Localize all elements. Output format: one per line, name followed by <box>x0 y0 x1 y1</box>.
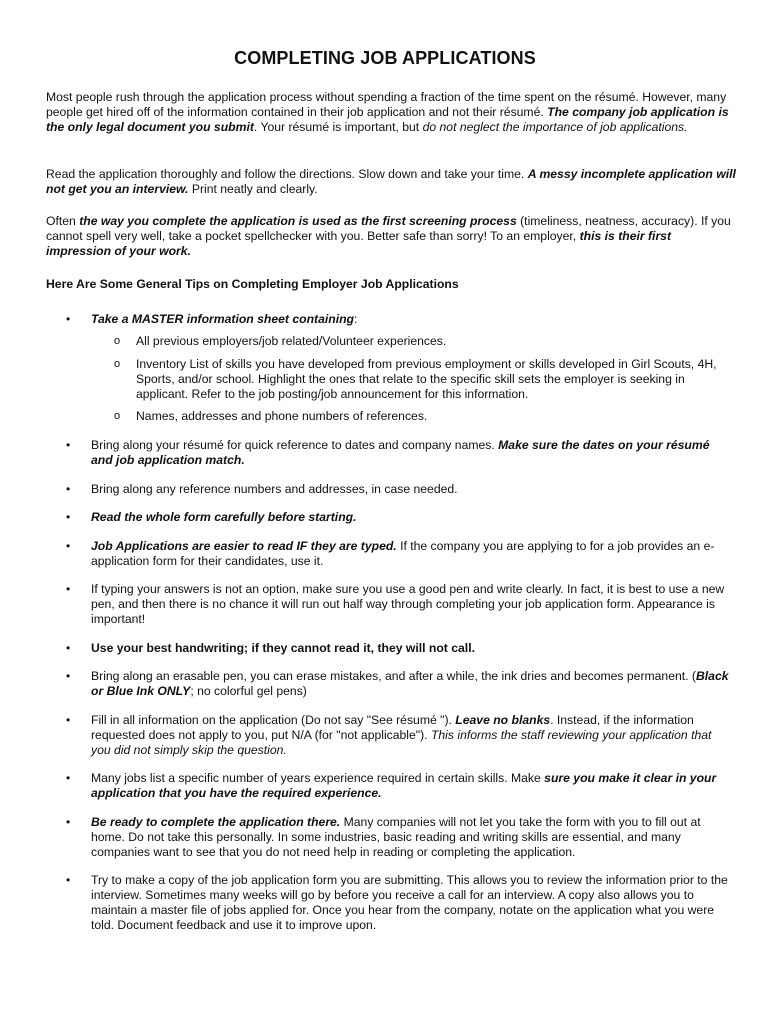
list-item: Read the whole form carefully before starting. <box>91 510 357 524</box>
intro-paragraph-2 <box>46 167 736 197</box>
intro-emphasis: the way you complete the application is used as the first screening process <box>79 214 517 228</box>
intro-text: Read the application thoroughly and follow the directions. Slow down and take your time. <box>46 167 528 181</box>
list-item <box>91 438 731 468</box>
tip-emphasis: Take a MASTER information sheet containing <box>91 312 354 326</box>
intro-text: Most people rush through the application process without spending a fraction of the time spent on the résumé. However, many people get hired off of the information contained in their job application and not their résumé. <box>46 90 727 119</box>
tip-emphasis: Leave no blanks <box>455 713 551 727</box>
list-item <box>91 815 731 860</box>
intro-text: Often <box>46 214 80 228</box>
intro-emphasis: The company job application is the only legal document you submit <box>46 105 729 134</box>
sub-list-item: Names, addresses and phone numbers of references. <box>136 409 428 423</box>
sub-bullet-icon: o <box>114 410 121 422</box>
bullet-icon: • <box>66 669 71 683</box>
intro-italic: do not neglect the importance of job applications. <box>422 120 688 134</box>
tip-text: ; no colorful gel pens) <box>190 684 307 698</box>
list-item <box>91 539 731 569</box>
bullet-icon: • <box>66 873 71 887</box>
list-item <box>91 771 731 801</box>
tip-emphasis: Black or Blue Ink ONLY <box>91 669 729 698</box>
tip-text: Bring along your résumé for quick reference to dates and company names. <box>91 438 499 452</box>
bullet-icon: • <box>66 539 71 553</box>
intro-emphasis: A messy incomplete application will not get you an interview. <box>46 167 736 196</box>
list-item <box>91 312 731 327</box>
intro-paragraph-3 <box>46 214 736 259</box>
list-item <box>91 713 731 758</box>
list-item: If typing your answers is not an option, make sure you use a good pen and write clearly. In fact, it is best to use a new pen, and then there is no chance it will run out half way through completing your job application form. Appearance is important! <box>91 582 725 626</box>
sub-bullet-icon: o <box>114 335 121 347</box>
bullet-icon: • <box>66 713 71 727</box>
tip-text: : <box>353 312 358 326</box>
bullet-icon: • <box>66 438 71 452</box>
tip-emphasis: Be ready to complete the application there. <box>91 815 341 829</box>
tip-text: Many companies will not let you take the form with you to fill out at home. Do not take this personally. In some industries, basic reading and writing skills are essential, and many companies want to see that you do not need help in reading or completing the application. <box>91 815 701 859</box>
sub-list-item: All previous employers/job related/Volunteer experiences. <box>136 334 447 348</box>
bullet-icon: • <box>66 641 71 655</box>
tip-text: . Instead, if the information requested does not apply to you, put N/A (for "not applicable"). <box>91 713 694 742</box>
tip-emphasis: sure you make it clear in your application that you have the required experience. <box>91 771 717 800</box>
bullet-icon: • <box>66 482 71 496</box>
bullet-icon: • <box>66 771 71 785</box>
list-item: Try to make a copy of the job application form you are submitting. This allows you to review the information prior to the interview. Sometimes many weeks will go by before you receive a call for an interview. A copy also allows you to maintain a master file of jobs applied for. Once you hear from the company, notate on the application what you were told. Document feedback and use it to improve upon. <box>91 873 728 932</box>
tip-text: If the company you are applying to for a job provides an e-application form for their candidates, use it. <box>91 539 715 568</box>
tip-text: Many jobs list a specific number of years experience required in certain skills. Make <box>91 771 545 785</box>
sub-bullet-icon: o <box>114 358 121 370</box>
bullet-icon: • <box>66 582 71 596</box>
tip-text: Bring along an erasable pen, you can erase mistakes, and after a while, the ink dries and becomes permanent. ( <box>91 669 696 683</box>
bullet-icon: • <box>66 510 71 524</box>
tip-emphasis: Job Applications are easier to read IF they are typed. <box>91 539 397 553</box>
intro-paragraph-1 <box>46 90 736 135</box>
list-item: Use your best handwriting; if they cannot read it, they will not call. <box>91 641 475 655</box>
intro-text: Print neatly and clearly. <box>188 182 318 196</box>
bullet-icon: • <box>66 312 71 326</box>
intro-text: . Your résumé is important, but <box>253 120 423 134</box>
list-item <box>91 669 731 699</box>
intro-emphasis: this is their first impression of your work. <box>46 229 672 258</box>
list-item: Bring along any reference numbers and addresses, in case needed. <box>91 482 458 496</box>
bullet-icon: • <box>66 815 71 829</box>
intro-text: (timeliness, neatness, accuracy). If you cannot spell very well, take a pocket spellchecker with you. Better safe than sorry! To an employer, <box>46 214 731 243</box>
tips-heading: Here Are Some General Tips on Completing Employer Job Applications <box>46 277 459 291</box>
sub-list-item: Inventory List of skills you have developed from previous employment or skills developed in Girl Scouts, 4H, Sports, and/or school. Highlight the ones that relate to the specific skill sets the employer is seeking in applicant. Refer to the job posting/job announcement for this information. <box>136 357 717 401</box>
tip-text: Fill in all information on the application (Do not say "See résumé "). <box>91 713 456 727</box>
page-title: COMPLETING JOB APPLICATIONS <box>234 48 536 68</box>
tip-emphasis: Make sure the dates on your résumé and job application match. <box>91 438 710 467</box>
tip-italic: This informs the staff reviewing your application that you did not simply skip the question. <box>91 728 712 757</box>
